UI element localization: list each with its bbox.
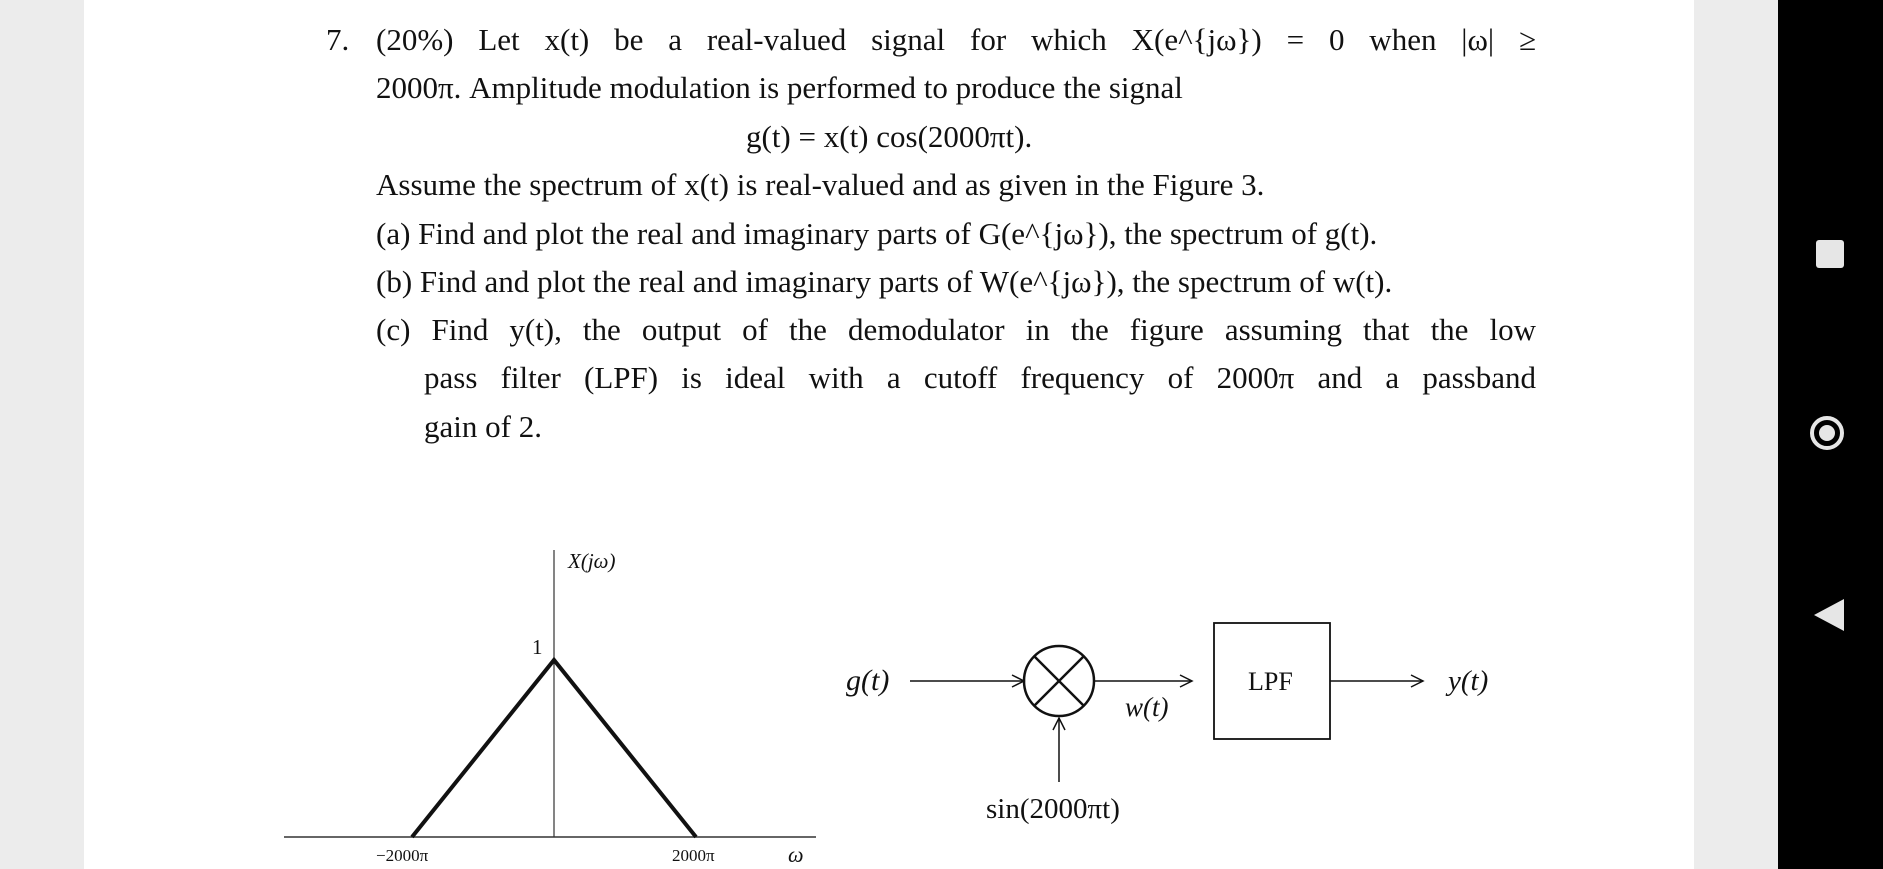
- spectrum-ylabel: X(jω): [568, 549, 616, 573]
- omega-label: ω: [788, 842, 804, 867]
- problem-line-4: Assume the spectrum of x(t) is real-valued and as given in the Figure 3.: [376, 167, 1265, 202]
- left-tick-label: −2000π: [376, 846, 429, 865]
- equation: g(t) = x(t) cos(2000πt).: [746, 119, 1033, 154]
- mixer-output-label: w(t): [1125, 692, 1169, 722]
- figure-svg: [84, 0, 1694, 869]
- square-icon[interactable]: [1816, 240, 1844, 268]
- document-page: [84, 0, 1694, 869]
- part-c-line-3: gain of 2.: [424, 409, 542, 444]
- part-a: (a) Find and plot the real and imaginary parts of G(e^{jω}), the spectrum of g(t).: [376, 216, 1378, 251]
- carrier-label: sin(2000πt): [986, 793, 1120, 825]
- problem-number-text: 7.: [326, 22, 350, 57]
- circle-icon[interactable]: [1810, 416, 1844, 450]
- peak-label: 1: [532, 635, 543, 659]
- part-c-line-2: pass filter (LPF) is ideal with a cutoff frequency of 2000π and a passband: [424, 360, 1536, 395]
- navigation-bar: [1778, 0, 1883, 869]
- problem-line-2: 2000π. Amplitude modulation is performed to produce the signal: [376, 70, 1183, 105]
- problem-line-1: (20%) Let x(t) be a real-valued signal for which X(e^{jω}) = 0 when |ω| ≥: [376, 22, 1536, 57]
- output-label: y(t): [1448, 665, 1489, 697]
- part-b: (b) Find and plot the real and imaginary parts of W(e^{jω}), the spectrum of w(t).: [376, 264, 1393, 299]
- lpf-label: LPF: [1248, 667, 1293, 696]
- circle-icon-inner: [1819, 425, 1835, 441]
- part-c-line-1: (c) Find y(t), the output of the demodulator in the figure assuming that the low: [376, 312, 1536, 347]
- input-label: g(t): [846, 664, 890, 697]
- right-tick-label: 2000π: [672, 846, 715, 865]
- back-triangle-icon[interactable]: [1812, 597, 1846, 633]
